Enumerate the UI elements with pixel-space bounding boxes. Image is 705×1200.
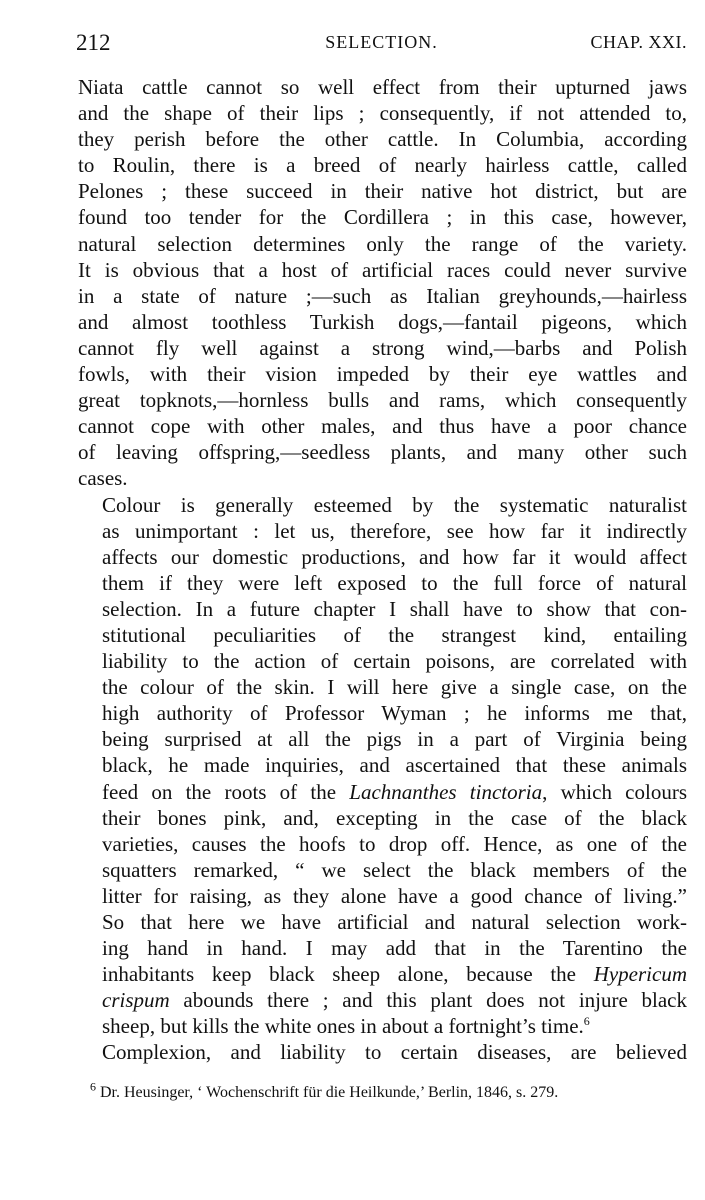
paragraph-2 (78, 492, 687, 1040)
text-line: them if they were left exposed to the full force of natural (102, 570, 687, 595)
paragraph-3 (78, 1039, 687, 1065)
text-line: found too tender for the Cordillera ; in this case, however, (78, 205, 687, 230)
text-line: feed on the roots of the Lachnanthes tinctoria, which colours (102, 779, 687, 804)
text-line: natural selection determines only the range of the variety. (78, 231, 687, 256)
text-line: cannot fly well against a strong wind,—barbs and Polish (78, 335, 687, 360)
text-line: the colour of the skin. I will here give a single case, on the (102, 675, 687, 700)
text-line: great topknots,—hornless bulls and rams, which consequently (78, 388, 687, 413)
text-line: selection. In a future chapter I shall have to show that con- (102, 596, 687, 621)
text-line: of leaving offspring,—seedless plants, and many other such (78, 440, 687, 465)
text-line: So that here we have artificial and natural selection work- (102, 910, 687, 934)
page-number: 212 (76, 30, 111, 55)
text-line: and almost toothless Turkish dogs,—fantail pigeons, which (78, 309, 687, 334)
text-line: squatters remarked, “ we select the black members of the (102, 857, 687, 882)
footnote-marker: 6 (90, 1079, 96, 1094)
text-line: Pelones ; these succeed in their native hot district, but are (78, 179, 687, 204)
footnote-reference: 6 (583, 1014, 590, 1029)
text-line: black, he made inquiries, and ascertained that these animals (102, 753, 687, 778)
text-line: ing hand in hand. I may add that in the Tarentino the (102, 936, 687, 961)
text-line: as unimportant : let us, therefore, see how far it indirectly (102, 518, 687, 543)
paragraph-1 (78, 74, 687, 492)
text-line: litter for raising, as they alone have a good chance of living.” (102, 883, 687, 908)
text-line: stitutional peculiarities of the strangest kind, entailing (102, 622, 687, 647)
text-line: being surprised at all the pigs in a part of Virginia being (102, 727, 687, 752)
text-line: and the shape of their lips ; consequently, if not attended to, (78, 101, 687, 126)
text-line: varieties, causes the hoofs to drop off. Hence, as one of the (102, 831, 687, 856)
italic-species-name: Hypericum (593, 962, 687, 987)
text-line: liability to the action of certain poisons, are correlated with (102, 649, 687, 674)
text-line: their bones pink, and, excepting in the case of the black (102, 805, 687, 830)
text-line: Complexion, and liability to certain diseases, are believed (102, 1040, 687, 1065)
text-line: It is obvious that a host of artificial races could never survive (78, 257, 687, 282)
text-line: Colour is generally esteemed by the systematic naturalist (102, 492, 687, 517)
text-line: they perish before the other cattle. In Columbia, according (78, 127, 687, 152)
text-line: cases. (78, 466, 128, 491)
text-line: inhabitants keep black sheep alone, because the Hypericum (102, 962, 687, 987)
text-line: cannot cope with other males, and thus have a poor chance (78, 414, 687, 439)
chapter-label: CHAP. XXI. (590, 32, 687, 52)
text-line: Niata cattle cannot so well effect from their upturned jaws (78, 75, 687, 99)
text-line: fowls, with their vision impeded by their eye wattles and (78, 362, 687, 387)
text-line: to Roulin, there is a breed of nearly hairless cattle, called (78, 153, 687, 178)
italic-species-name: Lachnanthes tinctoria (349, 779, 543, 804)
running-title: SELECTION. (325, 32, 438, 52)
footnote-text: Dr. Heusinger, ‘ Wochenschrift für die Heilkunde,’ Berlin, 1846, s. 279. (100, 1084, 559, 1101)
text-line: crispum abounds there ; and this plant does not injure black (102, 988, 687, 1013)
footnote (90, 1079, 690, 1103)
text-line: affects our domestic productions, and how far it would affect (102, 544, 687, 569)
page-header (76, 30, 687, 64)
text-line: sheep, but kills the white ones in about a fortnight’s time.$^6$ (102, 1014, 590, 1039)
page-body (78, 74, 687, 1066)
text-line: high authority of Professor Wyman ; he informs me that, (102, 701, 687, 726)
italic-species-name: crispum (102, 988, 170, 1013)
text-line: in a state of nature ;—such as Italian greyhounds,—hairless (78, 283, 687, 308)
